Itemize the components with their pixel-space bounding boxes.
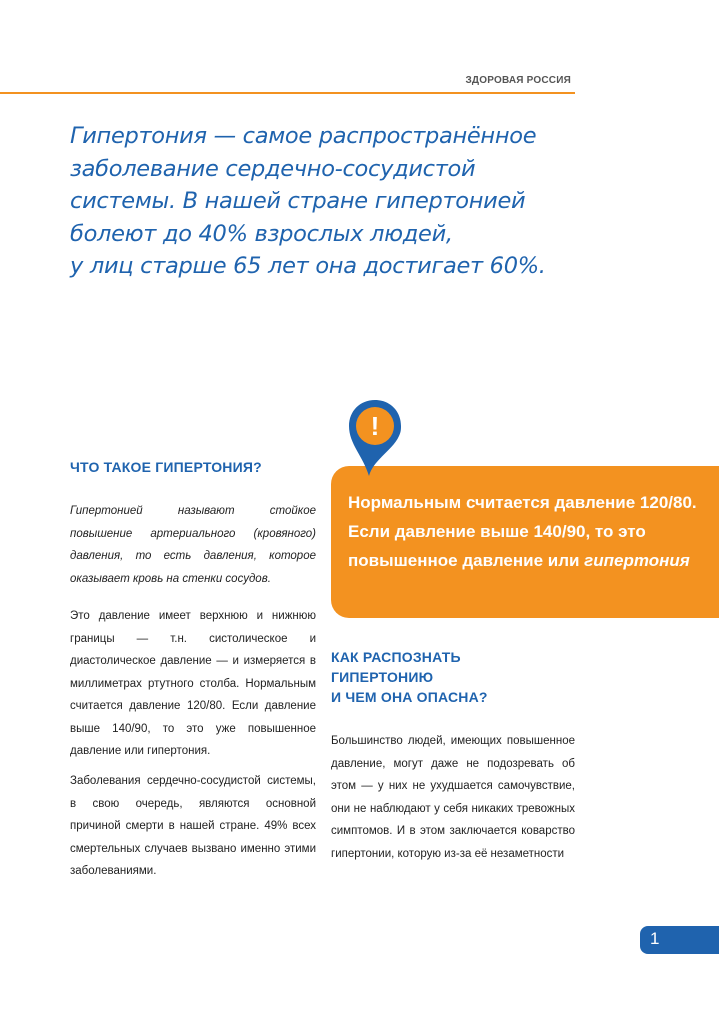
page-number: 1 [650, 929, 660, 948]
heading-line: ГИПЕРТОНИЮ [331, 669, 434, 685]
body-paragraph: Заболевания сердечно-сосудистой системы, в свою очередь, являются основной причиной смерти в нашей стране. 49% всех смертельных случаев вызвано именно этими заболеваниями. [70, 775, 316, 877]
heading-line: И ЧЕМ ОНА ОПАСНА? [331, 689, 488, 705]
body-paragraph: Большинство людей, имеющих повышенное давление, могут даже не подозревать об этом — у них не ухудшается самочувствие, они не наблюдают у себя никаких тревожных симптомов. И в этом заключается коварство гипертонии, которую из-за её незаметности [331, 735, 575, 860]
lead-line: системы. В нашей стране гипертонией [70, 188, 526, 214]
lead-line: болеют до 40% взрослых людей, [70, 220, 453, 247]
header-rule [0, 92, 575, 94]
lead-line: у лиц старше 65 лет она достигает 60%. [70, 253, 546, 279]
lead-text [70, 120, 610, 283]
header-section-label: ЗДОРОВАЯ РОССИЯ [465, 75, 571, 86]
lead-line: Гипертония — самое распространённое [70, 123, 537, 149]
pin-exclamation-glyph: ! [370, 411, 380, 441]
section-heading-what-is: ЧТО ТАКОЕ ГИПЕРТОНИЯ? [70, 459, 262, 475]
exclamation-pin-icon [347, 398, 403, 478]
callout-text-main: Нормальным считается давление 120/80. Если давление выше 140/90, то это повышенное давление или [348, 493, 697, 570]
callout-text-emphasis: гипертония [584, 551, 690, 570]
lead-line: заболевание сердечно-сосудистой [70, 155, 476, 182]
definition-paragraph: Гипертонией называют стойкое повышение артериального (кровяного) давления, то есть давления, которое оказывает кровь на стенки сосудов. [70, 505, 316, 585]
heading-line: КАК РАСПОЗНАТЬ [331, 649, 461, 665]
body-paragraph: Это давление имеет верхнюю и нижнюю границы — т.н. систолическое и диастолическое давление — и измеряется в миллиметрах ртутного столба. Нормальным считается давление 120/80. Если давление выше 140/90, то это уже повышенное давление или гипертония. [70, 610, 316, 757]
callout-text [348, 488, 708, 575]
section-heading-how-to-recognize [331, 647, 581, 707]
